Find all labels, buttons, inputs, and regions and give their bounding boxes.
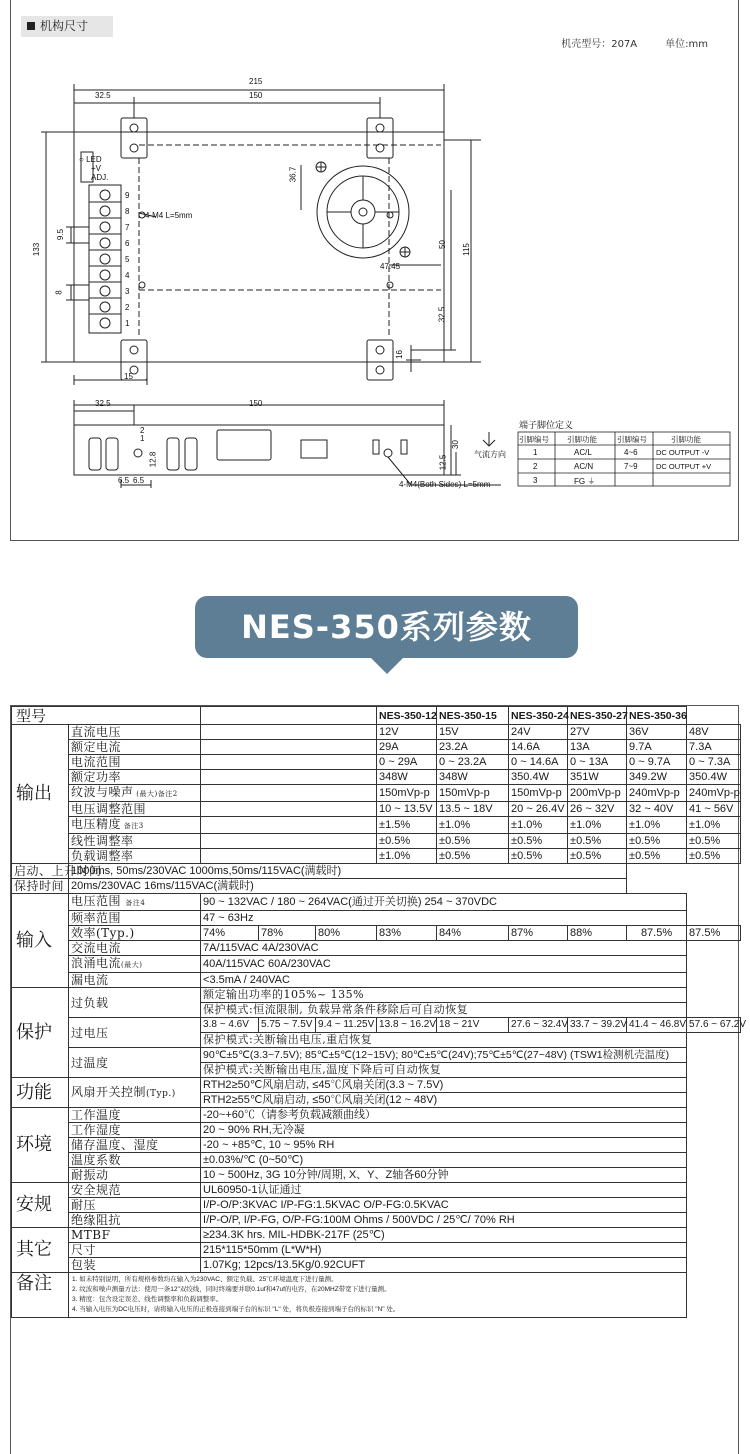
value-cell: 0 ~ 29A: [377, 755, 437, 770]
blank-cell: [201, 817, 377, 834]
table-row: [12, 802, 741, 817]
eff-cell: 88%: [568, 926, 627, 941]
blank-cell: [201, 707, 377, 725]
value-cell: 10 ~ 13.5V: [377, 802, 437, 817]
series-title: NES-350系列参数: [241, 608, 532, 646]
other-section: [12, 1228, 741, 1273]
safety-section: [12, 1183, 741, 1228]
table-row: [12, 740, 741, 755]
value-cell: ±0.5%: [568, 849, 627, 864]
eff-cell: 87.5%: [687, 926, 741, 941]
blank-cell: [201, 740, 377, 755]
value-cell: ±1.0%: [509, 817, 568, 834]
row-label-text: 电压范围: [71, 894, 122, 908]
model-header: NES-350-27: [568, 707, 627, 725]
ovp-cell: 18 ~ 21V: [437, 1018, 509, 1033]
ovp-cell: 9.4 ~ 11.25V: [316, 1018, 377, 1033]
blank-cell: [201, 802, 377, 817]
group-notes: 备注: [12, 1273, 69, 1318]
row-label: [69, 849, 201, 864]
terminal-num: 6: [125, 239, 130, 248]
row-label: [69, 956, 201, 973]
value-cell: ±0.5%: [509, 849, 568, 864]
ovp-cell: 13.8 ~ 16.2V: [377, 1018, 437, 1033]
value-cell: 150mVp-p: [509, 785, 568, 802]
side-screw-note: 4-M4(Both Sides) L=5mm: [399, 480, 491, 489]
row-label: [69, 817, 201, 834]
table-row: [12, 849, 741, 864]
table-row: [12, 1048, 741, 1063]
pin-table-title: 端子脚位定义: [519, 420, 574, 430]
row-label: [69, 755, 201, 770]
value-cell: 240mVp-p: [627, 785, 687, 802]
value-cell: 349.2W: [627, 770, 687, 785]
row-label: 温度系数: [69, 1153, 201, 1168]
table-row: [12, 864, 741, 879]
ovp-cell: 33.7 ~ 39.2V: [568, 1018, 627, 1033]
row-value: 40A/115VAC 60A/230VAC: [201, 956, 687, 973]
row-label: MTBF: [69, 1228, 201, 1243]
row-label: [69, 740, 201, 755]
row-value: I/P-O/P:3KVAC I/P-FG:1.5KVAC O/P-FG:0.5KVAC: [201, 1198, 687, 1213]
spec-table-wrapper: [10, 705, 747, 1454]
table-row: [12, 785, 741, 802]
pin-header: 引脚功能: [671, 435, 701, 444]
row-value: 20 ~ 90% RH,无冷凝: [201, 1123, 687, 1138]
row-value: ≥234.3K hrs. MIL-HDBK-217F (25℃): [201, 1228, 687, 1243]
eff-cell: 78%: [259, 926, 316, 941]
pin-cell: 1: [533, 448, 538, 457]
value-cell: 351W: [568, 770, 627, 785]
value-cell: 0 ~ 23.2A: [437, 755, 509, 770]
row-label: [69, 1078, 201, 1108]
value-cell: 348W: [377, 770, 437, 785]
row-value: 47 ~ 63Hz: [201, 911, 687, 926]
value-cell: 12V: [377, 725, 437, 740]
value-cell: 24V: [509, 725, 568, 740]
pin-cell: 3: [533, 476, 538, 485]
row-label-text: 电压调整范围: [71, 802, 147, 816]
dim-left-offset: 32.5: [95, 91, 111, 100]
table-row: [12, 941, 741, 956]
value-cell: 29A: [377, 740, 437, 755]
series-title-banner: [195, 596, 578, 658]
pin-cell: 7~9: [624, 462, 638, 471]
output-section: [12, 725, 741, 864]
value-cell: 200mVp-p: [568, 785, 627, 802]
value-cell: 20 ~ 26.4V: [509, 802, 568, 817]
value-cell: 7.3A: [687, 740, 741, 755]
eff-cell: 87%: [509, 926, 568, 941]
unit-label: 单位:mm: [665, 39, 708, 50]
dim-pitch: 9.5: [56, 228, 66, 241]
table-row: [12, 1108, 741, 1123]
row-label: 启动、上升时间: [12, 864, 69, 879]
terminal-num: 9: [125, 191, 130, 200]
value-cell: 350.4W: [687, 770, 741, 785]
row-value: 额定输出功率的105%~ 135%: [201, 988, 687, 1003]
table-row: [12, 1228, 741, 1243]
table-row: [12, 1123, 741, 1138]
value-cell: 0 ~ 7.3A: [687, 755, 741, 770]
row-label: [69, 802, 201, 817]
mechanical-drawing-panel: 机构尺寸 机壳型号：207A 单位:mm 215 32.5 150 133 9.5 8 115 50 47.45 36.7 32.5 16 15 32.5 150 2 1 12.8 30 12.5 6.5 6.5 ○ LED +V ADJ. 4-M4 L=5mm 4-M4(Both Sides) L=5mm 气流方向 9 8 7 6 5 4 3 2 1 端子脚位定义 引脚编号 引脚功能 引脚编号 引脚功能 1 AC/L 4~6 DC OUTPUT -V 2 AC/N 7~9 DC OUTPUT +V 3 FG ⏚: [10, 0, 739, 541]
value-cell: ±1.0%: [377, 849, 437, 864]
row-label-text: 额定功率: [71, 770, 122, 784]
table-row: [12, 894, 741, 911]
dim-foot-width: 15: [124, 372, 133, 381]
row-value: 90 ~ 132VAC / 180 ~ 264VAC(通过开关切换) 254 ~ 370VDC: [201, 894, 687, 911]
blank-cell: [201, 785, 377, 802]
row-value: ±0.03%/℃ (0~50℃): [201, 1153, 687, 1168]
row-value: RTH2≥55℃风扇启动, ≤50℃风扇关闭(12 ~ 48V): [201, 1093, 687, 1108]
airflow-label: 气流方向: [474, 450, 506, 459]
ovp-cell: 57.6 ~ 67.2V: [687, 1018, 741, 1033]
table-row: [12, 1078, 741, 1093]
environment-section: [12, 1108, 741, 1183]
group-other: 其它: [12, 1228, 69, 1273]
value-cell: 240mVp-p: [687, 785, 741, 802]
group-environment: 环境: [12, 1108, 69, 1183]
value-cell: 14.6A: [509, 740, 568, 755]
eff-cell: 80%: [316, 926, 377, 941]
row-label-text: 线性调整率: [71, 834, 134, 848]
row-label-text: 电流范围: [71, 755, 122, 769]
terminal-num: 1: [125, 319, 130, 328]
value-cell: 36V: [627, 725, 687, 740]
dim-fan-offset: 47.45: [380, 262, 401, 271]
row-value: <3.5mA / 240VAC: [201, 973, 687, 988]
table-row: [12, 926, 741, 941]
dim-side-2: 2: [140, 426, 145, 435]
ovp-cell: 5.75 ~ 7.5V: [259, 1018, 316, 1033]
dim-inner-height: 115: [461, 243, 471, 256]
dim-side-left: 32.5: [95, 399, 111, 408]
terminal-num: 7: [125, 223, 130, 232]
row-tag: 备注3: [121, 822, 144, 830]
group-safety: 安规: [12, 1183, 69, 1228]
dim-side-30: 30: [450, 440, 460, 449]
row-value: 215*115*50mm (L*W*H): [201, 1243, 687, 1258]
pin-cell: DC OUTPUT -V: [656, 448, 710, 457]
banner-arrow: [369, 656, 405, 674]
table-row: [12, 1273, 741, 1318]
dim-fan: 50: [437, 240, 447, 249]
terminal-num: 4: [125, 271, 130, 280]
eff-cell: 74%: [201, 926, 259, 941]
row-label: 漏电流: [69, 973, 201, 988]
value-cell: ±0.5%: [687, 834, 741, 849]
pin-cell: DC OUTPUT +V: [656, 462, 712, 471]
model-header: NES-350-12: [377, 707, 437, 725]
row-label: 绝缘阻抗: [69, 1213, 201, 1228]
value-cell: ±0.5%: [687, 849, 741, 864]
row-label: [69, 785, 201, 802]
row-value: 保护模式:关断输出电压,重启恢复: [201, 1033, 687, 1048]
led-label: LED: [86, 155, 102, 164]
value-cell: ±0.5%: [509, 834, 568, 849]
row-label: 尺寸: [69, 1243, 201, 1258]
value-cell: 0 ~ 13A: [568, 755, 627, 770]
value-cell: 150mVp-p: [437, 785, 509, 802]
blank-cell: [201, 755, 377, 770]
dim-height: 133: [32, 242, 42, 257]
eff-cell: 83%: [377, 926, 437, 941]
value-cell: ±0.5%: [377, 834, 437, 849]
row-value: 10 ~ 500Hz, 3G 10分钟/周期, X、Y、Z轴各60分钟: [201, 1168, 687, 1183]
row-value: -20~+60℃（请参考负载减额曲线）: [201, 1108, 687, 1123]
value-cell: ±1.0%: [568, 817, 627, 834]
row-label: 效率(Typ.): [69, 926, 201, 941]
row-value: 7A/115VAC 4A/230VAC: [201, 941, 687, 956]
row-label-text: 负载调整率: [71, 849, 134, 863]
dim-side-6-5b: 6.5: [133, 476, 145, 485]
plus-v-label: +V: [91, 164, 102, 173]
pin-header: 引脚功能: [567, 435, 597, 444]
value-cell: 350.4W: [509, 770, 568, 785]
row-tag: (Typ.): [146, 1088, 176, 1099]
row-label-text: 直流电压: [71, 725, 122, 739]
table-row: [12, 973, 741, 988]
value-cell: 32 ~ 40V: [627, 802, 687, 817]
value-cell: 13A: [568, 740, 627, 755]
row-label-text: 风扇开关控制: [71, 1084, 147, 1099]
table-row: [12, 725, 741, 740]
blank-cell: [201, 725, 377, 740]
row-label-text: 纹波与噪声: [71, 785, 134, 799]
row-tag: (最大)备注2: [133, 790, 178, 798]
model-header: NES-350-15: [437, 707, 509, 725]
row-label-text: 浪涌电流: [71, 956, 122, 970]
row-label: 安全规范: [69, 1183, 201, 1198]
row-tag: (最大): [121, 961, 143, 969]
pin-cell: AC/L: [574, 448, 592, 457]
adj-label: ADJ.: [91, 173, 109, 182]
dim-side-span: 150: [249, 399, 263, 408]
value-cell: 15V: [437, 725, 509, 740]
table-row: [12, 1258, 741, 1273]
row-label: 交流电流: [69, 941, 201, 956]
row-value: 1.07Kg; 12pcs/13.5Kg/0.92CUFT: [201, 1258, 687, 1273]
group-protection: 保护: [12, 988, 69, 1078]
row-label: 耐振动: [69, 1168, 201, 1183]
row-value: 20ms/230VAC 16ms/115VAC(满载时): [69, 879, 627, 894]
model-header: NES-350-36: [627, 707, 687, 725]
row-label: [69, 725, 201, 740]
row-value: 保护模式:恒流限制, 负载异常条件移除后可自动恢复: [201, 1003, 687, 1018]
value-cell: 48V: [687, 725, 741, 740]
pin-cell: FG ⏚: [574, 477, 596, 486]
dim-side-12-5: 12.5: [438, 454, 448, 471]
row-label: 储存温度、湿度: [69, 1138, 201, 1153]
ovp-cell: 27.6 ~ 32.4V: [509, 1018, 568, 1033]
ovp-cell: 41.4 ~ 46.8V: [627, 1018, 687, 1033]
terminal-num: 2: [125, 303, 130, 312]
row-value: UL60950-1认证通过: [201, 1183, 687, 1198]
table-row: [12, 1243, 741, 1258]
group-output: 输出: [12, 725, 69, 864]
pin-cell: AC/N: [574, 462, 594, 471]
table-row: [12, 1138, 741, 1153]
case-label: 机壳型号：207A: [561, 39, 638, 50]
value-cell: 41 ~ 56V: [687, 802, 741, 817]
table-row: [12, 911, 741, 926]
table-row: [12, 988, 741, 1003]
ovp-cell: 3.8 ~ 4.6V: [201, 1018, 259, 1033]
row-label: [69, 894, 201, 911]
row-label: [69, 770, 201, 785]
blank-cell: [201, 770, 377, 785]
row-label: 过电压: [69, 1018, 201, 1048]
row-value: 90℃±5℃(3.3~7.5V); 85℃±5℃(12~15V); 80℃±5℃(24V);75℃±5℃(27~48V) (TSW1检测机壳温度): [201, 1048, 687, 1063]
table-row: [12, 956, 741, 973]
row-value: I/P-O/P, I/P-FG, O/P-FG:100M Ohms / 500VDC / 25℃/ 70% RH: [201, 1213, 687, 1228]
value-cell: ±0.5%: [568, 834, 627, 849]
blank-cell: [201, 834, 377, 849]
note-line: 2. 纹波和噪声测量方法：使用一条12"双绞线，同时终端要并联0.1uf和47uf的电容，在20MHZ带宽下进行量测。: [72, 1286, 391, 1293]
eff-cell: 84%: [437, 926, 509, 941]
screw-note: 4-M4 L=5mm: [145, 211, 193, 220]
model-header: NES-350-24: [509, 707, 568, 725]
notes-cell: [69, 1273, 687, 1318]
dim-fan-top: 36.7: [288, 166, 298, 183]
dim-side-1: 1: [140, 434, 145, 443]
row-value: 1000ms, 50ms/230VAC 1000ms,50ms/115VAC(满载时): [69, 864, 627, 879]
terminal-num: 5: [125, 255, 130, 264]
table-row: [12, 1183, 741, 1198]
row-label: 工作湿度: [69, 1123, 201, 1138]
value-cell: ±1.0%: [627, 817, 687, 834]
row-label-text: 电压精度: [71, 817, 122, 831]
table-row: [12, 1168, 741, 1183]
table-row: [12, 834, 741, 849]
table-row: [12, 1153, 741, 1168]
pin-header: 引脚编号: [617, 435, 647, 444]
blank-cell: [201, 849, 377, 864]
value-cell: ±1.5%: [377, 817, 437, 834]
row-label: 保持时间: [12, 879, 69, 894]
dim-foot-height: 16: [394, 350, 404, 359]
table-row: [12, 879, 741, 894]
value-cell: 0 ~ 9.7A: [627, 755, 687, 770]
dim-hole-span: 150: [249, 91, 263, 100]
note-line: 4. 当输入电压为DC电压时，请将输入电压的正极连接到端子台的标识 "L" 处，将负极连接到端子台的标识 "N" 处。: [72, 1306, 400, 1313]
pin-cell: 2: [533, 462, 538, 471]
table-row: [12, 1213, 741, 1228]
value-cell: ±1.0%: [437, 817, 509, 834]
table-row: [12, 1198, 741, 1213]
value-cell: 27V: [568, 725, 627, 740]
row-value: RTH2≥50℃风扇启动, ≤45℃风扇关闭(3.3 ~ 7.5V): [201, 1078, 687, 1093]
row-label: 耐压: [69, 1198, 201, 1213]
pin-cell: 4~6: [624, 448, 638, 457]
group-input: 输入: [12, 894, 69, 988]
row-label: 工作温度: [69, 1108, 201, 1123]
value-cell: 9.7A: [627, 740, 687, 755]
row-value: 保护模式:关断输出电压,温度下降后可自动恢复: [201, 1063, 687, 1078]
table-row: [12, 707, 741, 725]
row-tag: 备注4: [125, 899, 146, 907]
dim-side-12-8: 12.8: [148, 451, 158, 468]
row-label: 过温度: [69, 1048, 201, 1078]
value-cell: ±1.0%: [687, 817, 741, 834]
table-row: [12, 1018, 741, 1033]
model-label: 型号: [12, 707, 201, 725]
value-cell: 26 ~ 32V: [568, 802, 627, 817]
value-cell: 0 ~ 14.6A: [509, 755, 568, 770]
value-cell: 23.2A: [437, 740, 509, 755]
value-cell: ±0.5%: [437, 849, 509, 864]
eff-cell: 87.5%: [627, 926, 687, 941]
section-tag-label: 机构尺寸: [40, 19, 89, 33]
row-label: [69, 834, 201, 849]
pin-header: 引脚编号: [519, 435, 549, 444]
note-line: 1. 如未特别说明，所有规格参数均在输入为230VAC、额定负载、25℃环境温度下进行量测。: [72, 1276, 338, 1283]
dim-pitch2: 8: [54, 290, 64, 295]
value-cell: ±0.5%: [627, 849, 687, 864]
value-cell: 150mVp-p: [377, 785, 437, 802]
dim-right-bottom: 32.5: [437, 306, 447, 323]
row-label-text: 额定电流: [71, 740, 122, 754]
note-line: 3. 精度：包含设定误差、线性调整率和负载调整率。: [72, 1296, 223, 1303]
row-label: 包装: [69, 1258, 201, 1273]
value-cell: ±0.5%: [437, 834, 509, 849]
table-row: [12, 770, 741, 785]
spec-table: [11, 706, 747, 1318]
terminal-num: 8: [125, 207, 130, 216]
value-cell: 348W: [437, 770, 509, 785]
table-row: [12, 817, 741, 834]
dim-total-width: 215: [249, 77, 263, 86]
value-cell: 13.5 ~ 18V: [437, 802, 509, 817]
row-label: 过负载: [69, 988, 201, 1018]
value-cell: ±0.5%: [627, 834, 687, 849]
terminal-num: 3: [125, 287, 130, 296]
table-row: [12, 755, 741, 770]
group-function: 功能: [12, 1078, 69, 1108]
dim-side-6-5a: 6.5: [118, 476, 130, 485]
row-label: 频率范围: [69, 911, 201, 926]
row-value: -20 ~ +85℃, 10 ~ 95% RH: [201, 1138, 687, 1153]
